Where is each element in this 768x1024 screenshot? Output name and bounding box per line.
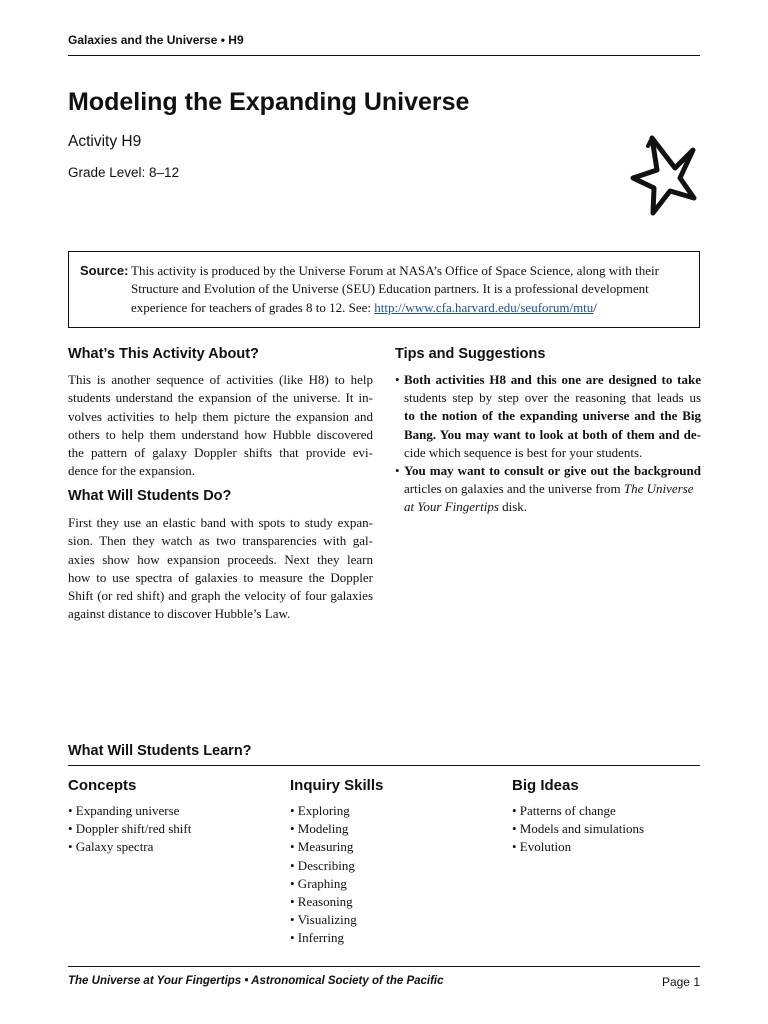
students-do-paragraph: First they use an elastic band with spots to study expan- sion. Then they watch as two transparencies with gal- axies show how expansion proceeds. Next they learn how to use spectra of galaxies to measure the Doppler Shift (or red shift) and graph the velocity of four galaxies against distance to discover Hubble’s Law. [68, 515, 373, 622]
list-item: • Visualizing [290, 912, 357, 928]
about-paragraph: This is another sequence of activities (like H8) to help students understand the expansion of the universe. It in- volves activities to help them picture the expansion and others to help them understand how Hubble discovered the pattern of galaxy Doppler shifts that provide evi- dence for the expansion. [68, 372, 373, 479]
source-line-1: This activity is produced by the Universe Forum at NASA’s Office of Space Science, along with their [131, 263, 659, 278]
list-item: • Measuring [290, 839, 354, 855]
students-do-heading: What Will Students Do? [68, 488, 232, 504]
list-item: • Describing [290, 857, 355, 873]
inquiry-heading: Inquiry Skills [290, 777, 384, 794]
list-item: • Evolution [512, 839, 572, 855]
footer-rule [68, 966, 700, 967]
footer-credit: The Universe at Your Fingertips • Astronomical Society of the Pacific [68, 975, 444, 987]
tip-item-2: • You may want to consult or give out the background articles on galaxies and the universe from The Universe at Your Fingertips disk. [395, 462, 701, 515]
page-title: Modeling the Expanding Universe [68, 88, 470, 116]
list-item: • Models and simulations [512, 821, 645, 837]
list-item: • Reasoning [290, 894, 353, 910]
list-item: • Galaxy spectra [68, 839, 154, 855]
about-heading: What’s This Activity About? [68, 346, 259, 362]
learn-heading: What Will Students Learn? [68, 743, 252, 759]
list-item: • Patterns of change [512, 803, 616, 818]
big-ideas-list [512, 802, 644, 857]
source-link[interactable]: http://www.cfa.harvard.edu/seuforum/mtu [374, 299, 594, 315]
list-item: • Modeling [290, 821, 349, 837]
source-box [68, 251, 700, 328]
big-ideas-heading: Big Ideas [512, 777, 579, 794]
tip-item-1: • Both activities H8 and this one are designed to take students step by step over the reasoning that leads us to the notion of the expanding universe and the Big Bang. You may want to look at both of them and de- cide which sequence is best for your students. [395, 372, 701, 460]
activity-label: Activity H9 [68, 133, 142, 150]
list-item: • Exploring [290, 803, 350, 818]
running-head: Galaxies and the Universe • H9 [68, 33, 244, 47]
list-item: • Expanding universe [68, 803, 180, 818]
source-label: Source: [80, 263, 129, 278]
concepts-heading: Concepts [68, 777, 137, 794]
source-text [131, 262, 689, 317]
tips-heading: Tips and Suggestions [395, 346, 546, 362]
list-item: • Graphing [290, 875, 347, 891]
header-rule [68, 55, 700, 56]
concepts-list [68, 802, 191, 857]
grade-level: Grade Level: 8–12 [68, 165, 180, 180]
page-number: Page 1 [661, 975, 700, 989]
source-line-2: Structure and Evolution of the Universe (SEU) Education partners. It is a professional development [131, 281, 649, 297]
learn-rule [68, 765, 700, 766]
tips-list [395, 371, 701, 517]
list-item: • Doppler shift/red shift [68, 821, 192, 837]
star-icon [630, 132, 698, 218]
source-line-3: experience for teachers of grades 8 to 12. See: http://www.cfa.harvard.edu/seuforum/mtu/ [131, 299, 597, 315]
list-item: • Inferring [290, 930, 344, 946]
inquiry-list [290, 802, 357, 948]
